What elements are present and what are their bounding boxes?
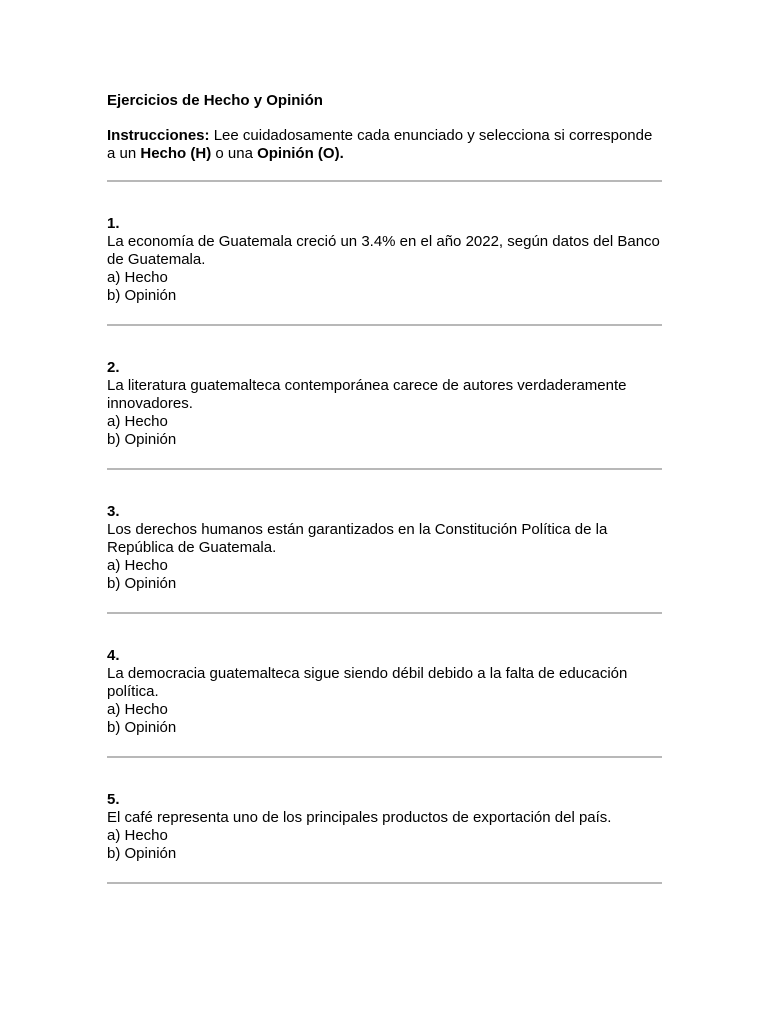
instructions [107, 127, 662, 163]
instructions-label: Instrucciones: [107, 127, 210, 144]
document-title: Ejercicios de Hecho y Opinión [107, 92, 323, 109]
instructions-connector: o una [211, 145, 258, 162]
question-5 [107, 758, 662, 882]
fact-label: Hecho (H) [140, 145, 212, 162]
document-page [107, 92, 662, 884]
instructions-text: Lee cuidadosamente cada enunciado y selecciona si corresponde a un [107, 127, 653, 162]
question-statement: La democracia guatemalteca sigue siendo débil debido a la falta de educación política. [107, 665, 628, 700]
option-b[interactable]: b) Opinión [107, 575, 177, 592]
question-statement: La economía de Guatemala creció un 3.4% en el año 2022, según datos del Banco de Guatemala. [107, 233, 660, 268]
question-2 [107, 326, 662, 468]
option-a[interactable]: a) Hecho [107, 827, 168, 844]
option-a[interactable]: a) Hecho [107, 413, 168, 430]
option-b[interactable]: b) Opinión [107, 719, 177, 736]
question-statement: La literatura guatemalteca contemporánea carece de autores verdaderamente innovadores. [107, 377, 627, 412]
question-number: 1. [107, 215, 120, 232]
divider [107, 882, 662, 884]
question-number: 4. [107, 647, 120, 664]
option-b[interactable]: b) Opinión [107, 287, 177, 304]
question-4 [107, 614, 662, 756]
question-number: 3. [107, 503, 120, 520]
question-statement: El café representa uno de los principales productos de exportación del país. [107, 809, 612, 826]
option-a[interactable]: a) Hecho [107, 701, 168, 718]
option-a[interactable]: a) Hecho [107, 557, 168, 574]
opinion-label: Opinión (O). [257, 145, 344, 162]
option-b[interactable]: b) Opinión [107, 431, 177, 448]
question-number: 2. [107, 359, 120, 376]
question-statement: Los derechos humanos están garantizados en la Constitución Política de la República de Guatemala. [107, 521, 608, 556]
option-a[interactable]: a) Hecho [107, 269, 168, 286]
question-3 [107, 470, 662, 612]
question-1 [107, 182, 662, 324]
option-b[interactable]: b) Opinión [107, 845, 177, 862]
question-number: 5. [107, 791, 120, 808]
